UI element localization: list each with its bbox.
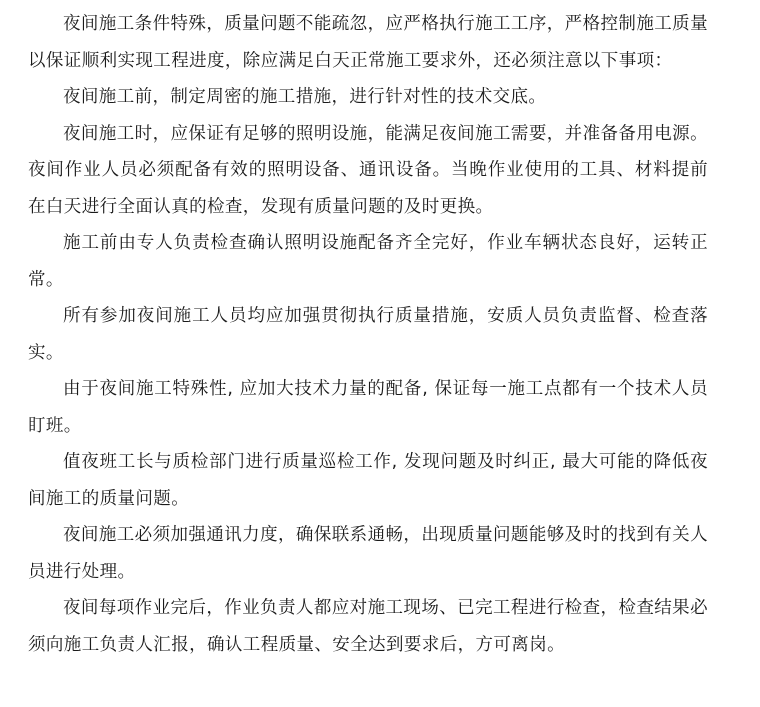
paragraph-item: 施工前由专人负责检查确认照明设施配备齐全完好，作业车辆状态良好，运转正常。: [28, 233, 708, 290]
paragraph-item: 由于夜间施工特殊性, 应加大技术力量的配备, 保证每一施工点都有一个技术人员盯班。: [28, 379, 708, 436]
paragraph-item: 夜间每项作业完后，作业负责人都应对施工现场、已完工程进行检查，检查结果必须向施工负责人汇报，确认工程质量、安全达到要求后，方可离岗。: [28, 598, 708, 655]
paragraph-item: 夜间施工前，制定周密的施工措施，进行针对性的技术交底。: [63, 87, 547, 107]
paragraph-intro: 夜间施工条件特殊，质量问题不能疏忽，应严格执行施工工序，严格控制施工质量以保证顺利实现工程进度，除应满足白天正常施工要求外，还必须注意以下事项：: [28, 14, 708, 71]
paragraph-item: 所有参加夜间施工人员均应加强贯彻执行质量措施，安质人员负责监督、检查落实。: [28, 306, 708, 363]
paragraph-item: 夜间施工必须加强通讯力度，确保联系通畅，出现质量问题能够及时的找到有关人员进行处理。: [28, 525, 708, 582]
paragraph-item: 夜间施工时，应保证有足够的照明设施，能满足夜间施工需要，并准备备用电源。夜间作业人员必须配备有效的照明设备、通讯设备。当晚作业使用的工具、材料提前在白天进行全面认真的检查，发现有质量问题的及时更换。: [28, 123, 708, 217]
paragraph-item: 值夜班工长与质检部门进行质量巡检工作, 发现问题及时纠正, 最大可能的降低夜间施工的质量问题。: [28, 452, 708, 509]
